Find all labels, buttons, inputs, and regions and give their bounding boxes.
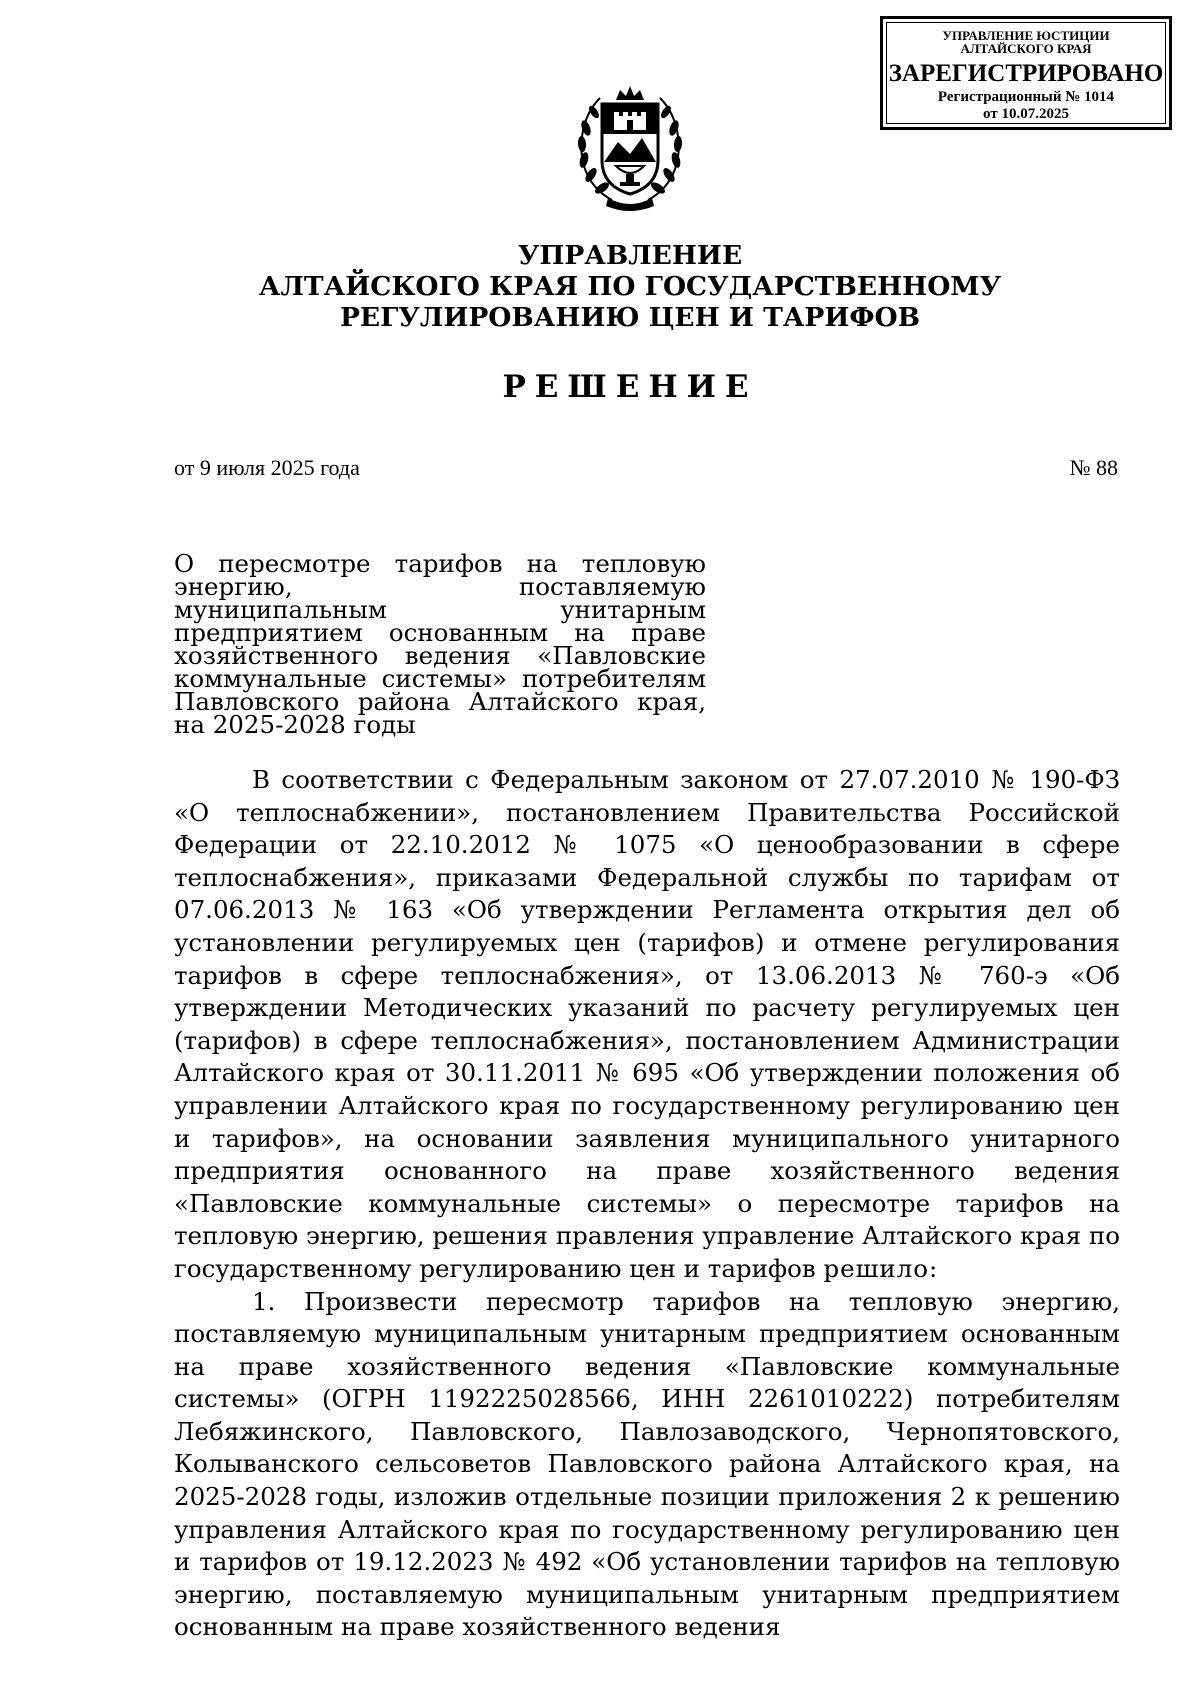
item-1-paragraph: 1. Произвести пересмотр тарифов на тепловую энергию, поставляемую муниципальным унитарным предприятием основанным на праве хозяйственного ведения «Павловские коммунальные системы» (ОГРН 1192225028566, ИНН 2261010222) потребителям Лебяжинского, Павловского, Павлозаводского, Чернопятовского, Колыванского сельсоветов Павловского района Алтайского края, на 2025-2028 годы, изложив отдельные позиции приложения 2 к решению управления Алтайского края по государственному регулированию цен и тарифов от 19.12.2023 № 492 «Об установлении тарифов на тепловую энергию, поставляемую муниципальным унитарным предприятием основанным на праве хозяйственного ведения [174,1286,1120,1642]
issuer-line-1: УПРАВЛЕНИЕ [517,240,743,271]
document-type-title: РЕШЕНИЕ [502,369,758,405]
altai-krai-coat-of-arms-icon [572,82,688,212]
preamble-paragraph [174,764,1120,1286]
registration-stamp [880,16,1172,130]
registration-stamp-inner [886,22,1166,124]
preamble-text: В соответствии с Федеральным законом от 27.07.2010 № 190-ФЗ «О теплоснабжении», постановлением Правительства Российской Федерации от 22.10.2012 № 1075 «О ценообразовании в сфере теплоснабжения», приказами Федеральной службы по тарифам от 07.06.2013 № 163 «Об утверждении Регламента открытия дел об установлении регулируемых цен (тарифов) и отмене регулирования тарифов в сфере теплоснабжения», от 13.06.2013 № 760-э «Об утверждении Методических указаний по расчету регулируемых цен (тарифов) в сфере теплоснабжения», постановлением Администрации Алтайского края от 30.11.2011 № 695 «Об утверждении положения об управлении Алтайского края по государственному регулированию цен и тарифов», на основании заявления муниципального унитарного предприятия основанного на праве хозяйственного ведения «Павловские коммунальные системы» о пересмотре тарифов на тепловую энергию, решения правления управление Алтайского края по государственному регулированию цен и тарифов [174,765,1120,1283]
stamp-reg-date: от 10.07.2025 [983,106,1069,122]
decided-word: решило: [823,1253,939,1283]
stamp-status: ЗАРЕГИСТРИРОВАНО [888,60,1164,87]
stamp-reg-number: Регистрационный № 1014 [937,89,1115,105]
issuer-organization [170,240,1090,333]
decision-subject: О пересмотре тарифов на тепловую энергию, поставляемую муниципальным унитарным предприятием основанным на праве хозяйственного ведения «Павловские коммунальные системы» потребителям Павловского района Алтайского края, на 2025-2028 годы [174,549,706,739]
decision-number: № 88 [1069,455,1118,480]
decision-body [174,764,1120,1644]
issuer-line-2: АЛТАЙСКОГО КРАЯ ПО ГОСУДАРСТВЕННОМУ [258,271,1002,302]
decision-date: от 9 июля 2025 года [174,455,360,480]
issuer-line-3: РЕГУЛИРОВАНИЮ ЦЕН И ТАРИФОВ [339,302,921,333]
stamp-department-line1: УПРАВЛЕНИЕ ЮСТИЦИИ [942,28,1110,43]
stamp-department-line2: АЛТАЙСКОГО КРАЯ [960,41,1092,56]
